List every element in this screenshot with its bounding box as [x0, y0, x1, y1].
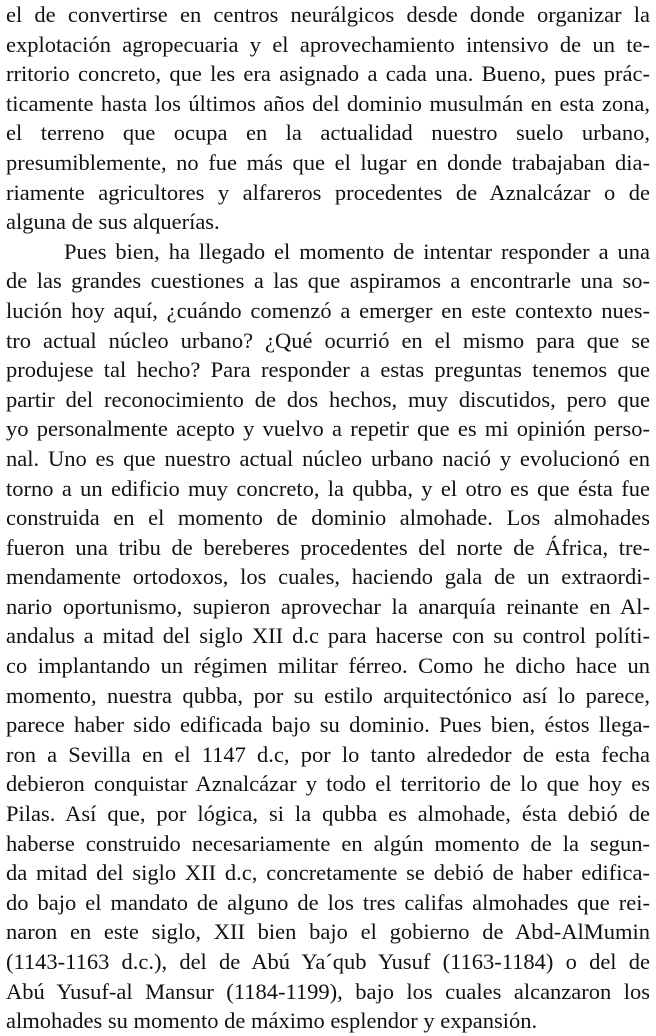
text-line: Pilas. Así que, por lógica, si la qubba es almohade, ésta debió de: [6, 801, 650, 827]
text-line: naron en este siglo, XII bien bajo el gobierno de Abd-AlMumin: [6, 919, 650, 945]
text-line: ticamente hasta los últimos años del dominio musulmán en esta zona,: [6, 90, 650, 116]
text-line: de las grandes cuestiones a las que aspiramos a encontrarle una so-: [6, 268, 650, 294]
text-line: construida en el momento de dominio almohade. Los almohades: [6, 505, 650, 531]
text-line: co implantando un régimen militar férreo. Como he dicho hace un: [6, 653, 650, 679]
text-line: ron a Sevilla en el 1147 d.c, por lo tanto alrededor de esta fecha: [6, 741, 650, 767]
text-line: nal. Uno es que nuestro actual núcleo urbano nació y evolucionó en: [6, 445, 650, 471]
text-line: presumiblemente, no fue más que el lugar en donde trabajaban dia-: [6, 149, 650, 175]
text-line: el terreno que ocupa en la actualidad nuestro suelo urbano,: [6, 120, 650, 146]
paragraph-1: [6, 0, 650, 237]
text-line: (1143-1163 d.c.), del de Abú Ya´qub Yusuf (1163-1184) o del de: [6, 949, 650, 974]
text-line: produjese tal hecho? Para responder a estas preguntas tenemos que: [6, 357, 650, 383]
text-line: almohades su momento de máximo esplendor y expansión.: [6, 1008, 538, 1034]
text-line: riamente agricultores y alfareros procedentes de Aznalcázar o de: [6, 179, 650, 205]
text-line: torno a un edificio muy concreto, la qubba, y el otro es que ésta fue: [6, 475, 650, 501]
text-line: yo personalmente acepto y vuelvo a repetir que es mi opinión perso-: [6, 416, 650, 442]
text-line: mendamente ortodoxos, los cuales, haciendo gala de un extraordi-: [6, 564, 650, 590]
text-line: Abú Yusuf-al Mansur (1184-1199), bajo los cuales alcanzaron los: [6, 978, 650, 1004]
text-line: do bajo el mandato de alguno de los tres califas almohades que rei-: [6, 889, 650, 915]
text-line: Pues bien, ha llegado el momento de intentar responder a una: [64, 238, 650, 264]
text-line: debieron conquistar Aznalcázar y todo el territorio de lo que hoy es: [6, 771, 650, 797]
text-line: momento, nuestra qubba, por su estilo arquitectónico así lo parece,: [6, 682, 650, 708]
text-line: fueron una tribu de bereberes procedentes del norte de África, tre-: [6, 534, 650, 560]
paragraph-2: [6, 237, 650, 1036]
text-line: partir del reconocimiento de dos hechos, muy discutidos, pero que: [6, 386, 650, 412]
text-line: nario oportunismo, supieron aprovechar la anarquía reinante en Al-: [6, 593, 650, 619]
text-line: explotación agropecuaria y el aprovechamiento intensivo de un te-: [6, 31, 650, 57]
text-line: el de convertirse en centros neurálgicos desde donde organizar la: [6, 2, 650, 27]
text-line: da mitad del siglo XII d.c, concretamente se debió de haber edifica-: [6, 860, 650, 886]
text-line: andalus a mitad del siglo XII d.c para hacerse con su control políti-: [6, 623, 650, 649]
text-line: rritorio concreto, que les era asignado a cada una. Bueno, pues prác-: [6, 61, 650, 87]
text-line: parece haber sido edificada bajo su dominio. Pues bien, éstos llega-: [6, 712, 650, 738]
text-line: lución hoy aquí, ¿cuándo comenzó a emerger en este contexto nues-: [6, 297, 650, 323]
text-line: alguna de sus alquerías.: [6, 209, 220, 235]
text-line: haberse construido necesariamente en algún momento de la segun-: [6, 830, 650, 856]
text-line: tro actual núcleo urbano? ¿Qué ocurrió en el mismo para que se: [6, 327, 650, 353]
